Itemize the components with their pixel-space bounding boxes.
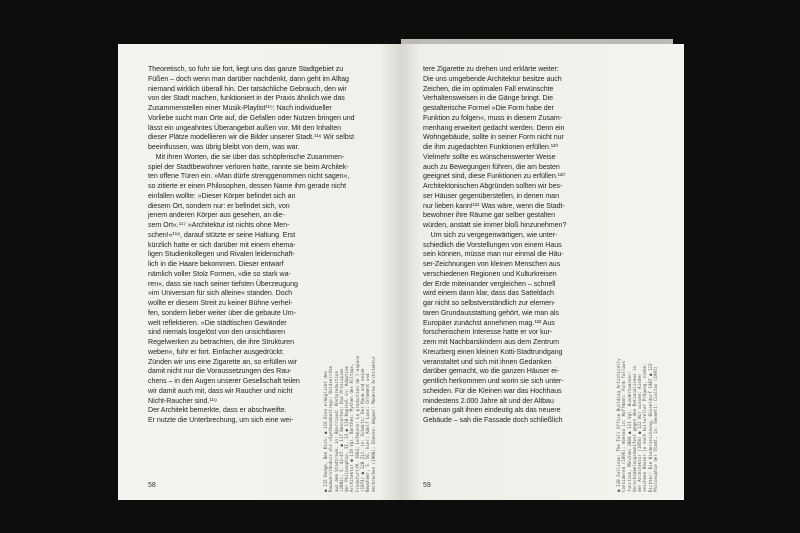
- left-page-number: 58: [148, 482, 156, 489]
- left-page-footnotes: ● 115 Dodge, Ben Rich: ● 116 Dies ermöglicht den Raumverständnis als »Synthesebeitrag«: Bildvorräte aus dem Stadtraum, in: Bourriaud: Postproduction (2002), S. 42–47. ● 117 Descartes: Die Prinzipien der Philosophie, II, 13 ● 118 Kapitel in: Adaptive Architektur ● 119 Vgl. Barthes: Mythen des Alltags, Frankfurt/M. 1964; Lefebvre: La production de l'espace (1974) ● 120 Zit. in: Schmitz: Der Raum und seine Bewohner, S. 56, hier: Adolf Loos: Ornament und Verbrechen (1908); Ebenso: Wagner: Moderne Architektur: [323, 355, 376, 492]
- left-page-body-text: Theoretisch, so fuhr sie fort, liegt uns das ganze Stadtgebiet zu Füßen – doch wenn man darüber nachdenkt, dann geht im Alltag niemand wirklich überall hin. Der tatsächliche Gebrauch, den wir von der Stadt machen, funktioniert in der Praxis ähnlich wie das Zusammenstellen einer Musik-Playlist¹¹⁵: Nach individueller Vorliebe sucht man Orte auf, die Gefallen oder Nutzen bringen und lässt ein ungeahntes Überangebot außen vor. Mit den Inhalten dieser Plätze modellieren wir die Bilder unserer Stadt.¹¹⁶ Wir selbst beeinflussen, was übrig bleibt von dem, was war. Mit ihren Worten, die sie über das schöpferische Zusammen- spiel der Stadtbewohner verloren hatte, rannte sie beim Architek- ten offene Türen ein. »Man dürfe strenggenommen nicht sagen«, so zitierte er einen Philosophen, dessen Name ihm gerade nicht einfallen wollte: »Dieser Körper befindet sich an diesem Ort, sondern nur: er befindet sich, von jenem anderen Körper aus gesehen, an die- sem Ort«.¹¹⁷ »Architektur ist nichts ohne Men- schen!«¹¹⁸, darauf stützte er seine Haltung. Erst kürzlich hatte er sich darüber mit einem ehema- ligen Studienkollegen und Rivalen leidenschaft- lich in die Haare bekommen. Dieser entwarf nämlich voller Stolz Formen, »die so stark wa- ren«, dass sie nach seiner tiefsten Überzeugung »im Universum für sich alleine« standen. Doch wollte er diesem Streit zu keiner Bühne verhel- fen, sondern lieber weiter über die gebaute Um- welt reflektieren. »Die städtischen Gewänder sind niemals losgelöst von den unsichtbaren Regelwerken zu betrachten, die ihre Strukturen weben«, fuhr er fort. Einfacher ausgedrückt: Zünden wir uns eine Zigarette an, so erfüllen wir damit nicht nur die Voraussetzungen des Rau- chens – in den Augen unserer Gesellschaft teilen wir damit auch mit, dass wir Raucher und nicht Nicht-Raucher sind.¹¹⁹ Der Architekt bemerkte, dass er abschweifte. Er nutzte die Unterbrechung, um sich eine wei-: [148, 65, 355, 424]
- right-page-footnotes: ● 120 Sullivan: The Tall Office Building Artistically Considered (1896); ebenso in: Hoffmann: Form follows function, München 2004 ● 121 Vgl. Hundertwasser: Verschimmelungsmanifest gegen den Rationalismus in der Architektur (1958) ● 122 Wir wissen: Kinder zeichnen Häuser je nach kultureller Prägung, siehe: Richter: Die Kinderzeichnung, Düsseldorf 1987 ● 123 Philosophie der Stadt, in: Sennett: Civitas (1991): [616, 358, 659, 492]
- left-page: [118, 44, 402, 500]
- right-page-body-text: tere Zigarette zu drehen und erklärte weiter: Die uns umgebende Architektur besitze auch Zeichen, die im optimalen Fall erwünschte Verhaltensweisen in die Gänge bringt. Die gestalterische Formel »Die Form habe der Funktion zu folgen«, muss in diesem Zusam- menhang erweitert gedacht werden. Denn ein Wohngebäude, sollte in seiner Form nicht nur die ihm zugedachten Funktionen erfüllen.¹²⁰ Vielmehr sollte es wünschenswerter Weise auch zu Bewegungen führen, die am besten geeignet sind, diese Funktionen zu erfüllen.¹²⁰ Architektonischen Abgründen sollten wir bes- ser Häuser gegenüberstellen, in denen man nur lieben kann!¹²¹ Was wäre, wenn die Stadt- bewohner ihre Räume gar selber gestalten würden, anstatt sie immer bloß hinzunehmen? Um sich zu vergegenwärtigen, wie unter- schiedlich die Vorstellungen von einem Haus sein können, müsse man nur einmal die Häu- ser-Zeichnungen von kleinen Menschen aus verschiedenen Regionen und Kulturkreisen der Erde miteinander vergleichen – schnell wird einem dann klar, dass das Satteldach gar nicht so selbstverständlich zur elemen- taren Grundausstattung gehört, wie man als Europäer zunächst annehmen mag.¹²² Aus forscherischem Interesse hatte er vor kur- zem mit Nachbarskindern aus dem Zentrum Kreuzberg einen kleinen Kotti-Stadtrundgang veranstaltet und sich mit ihnen Gedanken darüber gemacht, wo die ganzen Häuser ei- gentlich herkommen und worin sie sich unter- scheiden. Für die Kleinen war das Hochhaus mindestens 2.000 Jahre alt und der Altbau nebenan galt ihnen eindeutig als das neuere Gebäude – sah die Fassade doch schließlich: [423, 65, 567, 424]
- right-page-number: 59: [423, 482, 431, 489]
- right-page: [401, 44, 684, 500]
- open-book: [118, 44, 684, 500]
